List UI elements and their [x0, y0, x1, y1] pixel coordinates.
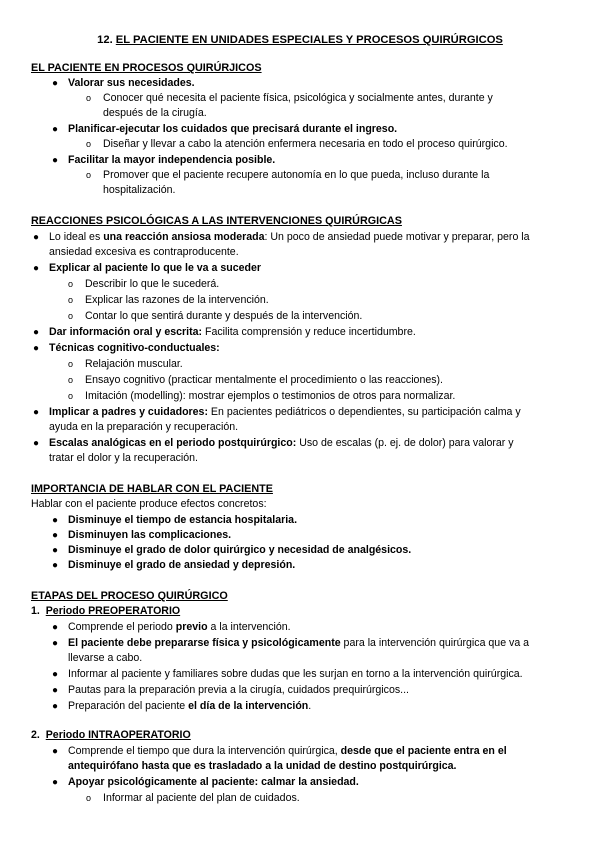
bullet-dot: ● [52, 530, 59, 541]
intra-item-1-pre: Comprende el tiempo que dura la intervención quirúrgica, [68, 745, 341, 757]
bullet-dot: ● [52, 560, 59, 571]
s2-item-5-cont: ayuda en la preparación y recuperación. [49, 421, 239, 433]
s2-sub-4a: Relajación muscular. [85, 358, 183, 370]
s1-sub-1a-cont: después de la cirugía. [103, 107, 207, 119]
pre-item-5-pre: Preparación del paciente [68, 700, 189, 712]
s3-intro: Hablar con el paciente produce efectos concretos: [31, 498, 267, 510]
section-heading-hablar: IMPORTANCIA DE HABLAR CON EL PACIENTE [31, 483, 273, 495]
s1-sub-1a: Conocer qué necesita el paciente física, psicológica y socialmente antes, durante y [103, 92, 493, 104]
s1-sub-3a-cont: hospitalización. [103, 184, 176, 196]
subsection-intraoperatorio [31, 728, 191, 743]
s2-item-3-post: Facilita comprensión y reduce incertidumbre. [202, 326, 416, 338]
s2-item-1-pre: Lo ideal es [49, 231, 104, 243]
s2-item-1 [49, 230, 530, 245]
s3-item-3: Disminuye el grado de dolor quirúrgico y necesidad de analgésicos. [68, 544, 412, 556]
intra-sub-2a: Informar al paciente del plan de cuidados. [103, 792, 300, 804]
subsection-title: Periodo PREOPERATORIO [45, 605, 181, 617]
s2-item-4: Técnicas cognitivo-conductuales: [49, 342, 220, 354]
pre-item-1 [68, 620, 291, 635]
s1-item-1: Valorar sus necesidades. [68, 77, 195, 89]
s2-item-5-bold: Implicar a padres y cuidadores: [49, 406, 208, 418]
s3-item-1: Disminuye el tiempo de estancia hospitalaria. [68, 514, 298, 526]
pre-item-1-pre: Comprende el periodo [68, 621, 176, 633]
bullet-circle: o [86, 93, 92, 103]
bullet-circle: o [68, 391, 74, 401]
section-heading-procesos: EL PACIENTE EN PROCESOS QUIRÚRJICOS [31, 62, 262, 74]
subsection-title: Periodo INTRAOPERATORIO [45, 729, 191, 741]
s2-item-1-cont: ansiedad excesiva es contraproducente. [49, 246, 239, 258]
bullet-dot: ● [52, 638, 59, 649]
bullet-circle: o [68, 359, 74, 369]
s2-item-5 [49, 405, 521, 420]
pre-item-2-cont: llevarse a cabo. [68, 652, 143, 664]
bullet-dot: ● [52, 78, 59, 89]
bullet-dot: ● [33, 343, 40, 354]
intra-item-2: Apoyar psicológicamente al paciente: calmar la ansiedad. [68, 776, 359, 788]
bullet-dot: ● [52, 685, 59, 696]
pre-item-3: Informar al paciente y familiares sobre dudas que les surjan en torno a la intervención quirúrgica. [68, 668, 523, 680]
bullet-dot: ● [52, 622, 59, 633]
page-title [0, 33, 600, 48]
bullet-circle: o [86, 139, 92, 149]
pre-item-1-post: a la intervención. [207, 621, 291, 633]
s2-sub-2c: Contar lo que sentirá durante y después de la intervención. [85, 310, 363, 322]
s2-item-3 [49, 325, 416, 340]
pre-item-2-bold: El paciente debe prepararse física y psicológicamente [68, 637, 341, 649]
pre-item-4: Pautas para la preparación previa a la cirugía, cuidados prequirúrgicos... [68, 684, 409, 696]
intra-item-1 [68, 744, 507, 759]
bullet-dot: ● [33, 407, 40, 418]
s2-item-2: Explicar al paciente lo que le va a suceder [49, 262, 261, 274]
s1-sub-2a: Diseñar y llevar a cabo la atención enfermera necesaria en todo el proceso quirúrgico. [103, 138, 508, 150]
bullet-circle: o [68, 311, 74, 321]
s2-item-6-cont: tratar el dolor y la recuperación. [49, 452, 198, 464]
s2-item-6-post: Uso de escalas (p. ej. de dolor) para valorar y [296, 437, 514, 449]
title-number: 12. [97, 34, 113, 46]
bullet-dot: ● [52, 746, 59, 757]
s3-item-4: Disminuye el grado de ansiedad y depresión. [68, 559, 296, 571]
pre-item-5-post: . [308, 700, 312, 712]
bullet-dot: ● [52, 669, 59, 680]
s2-item-6 [49, 436, 514, 451]
bullet-circle: o [86, 793, 92, 803]
bullet-dot: ● [33, 327, 40, 338]
pre-item-5 [68, 699, 311, 714]
s2-sub-2a: Describir lo que le sucederá. [85, 278, 220, 290]
subsection-number: 2. [31, 729, 40, 741]
s2-item-1-bold: una reacción ansiosa moderada [103, 231, 265, 243]
bullet-circle: o [68, 375, 74, 385]
s1-item-3: Facilitar la mayor independencia posible. [68, 154, 276, 166]
bullet-dot: ● [52, 155, 59, 166]
bullet-circle: o [68, 279, 74, 289]
section-heading-etapas: ETAPAS DEL PROCESO QUIRÚRGICO [31, 590, 228, 602]
s2-sub-2b: Explicar las razones de la intervención. [85, 294, 269, 306]
pre-item-5-bold: el día de la intervención [188, 700, 309, 712]
bullet-dot: ● [52, 545, 59, 556]
intra-item-1-cont: antequirófano hasta que es trasladado a la unidad de destino postquirúrgica. [68, 760, 457, 772]
bullet-dot: ● [52, 515, 59, 526]
s2-item-6-bold: Escalas analógicas en el periodo postquirúrgico: [49, 437, 297, 449]
s2-sub-4b: Ensayo cognitivo (practicar mentalmente el procedimiento o las reacciones). [85, 374, 444, 386]
s2-sub-4c: Imitación (modelling): mostrar ejemplos o testimonios de otros para normalizar. [85, 390, 456, 402]
bullet-dot: ● [33, 232, 40, 243]
pre-item-1-bold: previo [175, 621, 208, 633]
s3-item-2: Disminuyen las complicaciones. [68, 529, 232, 541]
s2-item-5-post: En pacientes pediátricos o dependientes, su participación calma y [207, 406, 521, 418]
subsection-number: 1. [31, 605, 40, 617]
s1-item-2: Planificar-ejecutar los cuidados que precisará durante el ingreso. [68, 123, 398, 135]
s2-item-3-bold: Dar información oral y escrita: [49, 326, 203, 338]
intra-item-1-bold: desde que el paciente entra en el [340, 745, 507, 757]
pre-item-2 [68, 636, 529, 651]
pre-item-2-post: para la intervención quirúrgica que va a [340, 637, 530, 649]
s2-item-1-post: : Un poco de ansiedad puede motivar y preparar, pero la [264, 231, 530, 243]
bullet-dot: ● [52, 777, 59, 788]
s1-sub-3a: Promover que el paciente recupere autonomía en lo que pueda, incluso durante la [103, 169, 490, 181]
bullet-dot: ● [52, 124, 59, 135]
bullet-dot: ● [33, 263, 40, 274]
bullet-dot: ● [52, 701, 59, 712]
title-text: EL PACIENTE EN UNIDADES ESPECIALES Y PROCESOS QUIRÚRGICOS [115, 34, 503, 46]
section-heading-reacciones: REACCIONES PSICOLÓGICAS A LAS INTERVENCIONES QUIRÚRGICAS [31, 215, 402, 227]
subsection-preoperatorio [31, 604, 180, 619]
bullet-circle: o [86, 170, 92, 180]
bullet-circle: o [68, 295, 74, 305]
bullet-dot: ● [33, 438, 40, 449]
